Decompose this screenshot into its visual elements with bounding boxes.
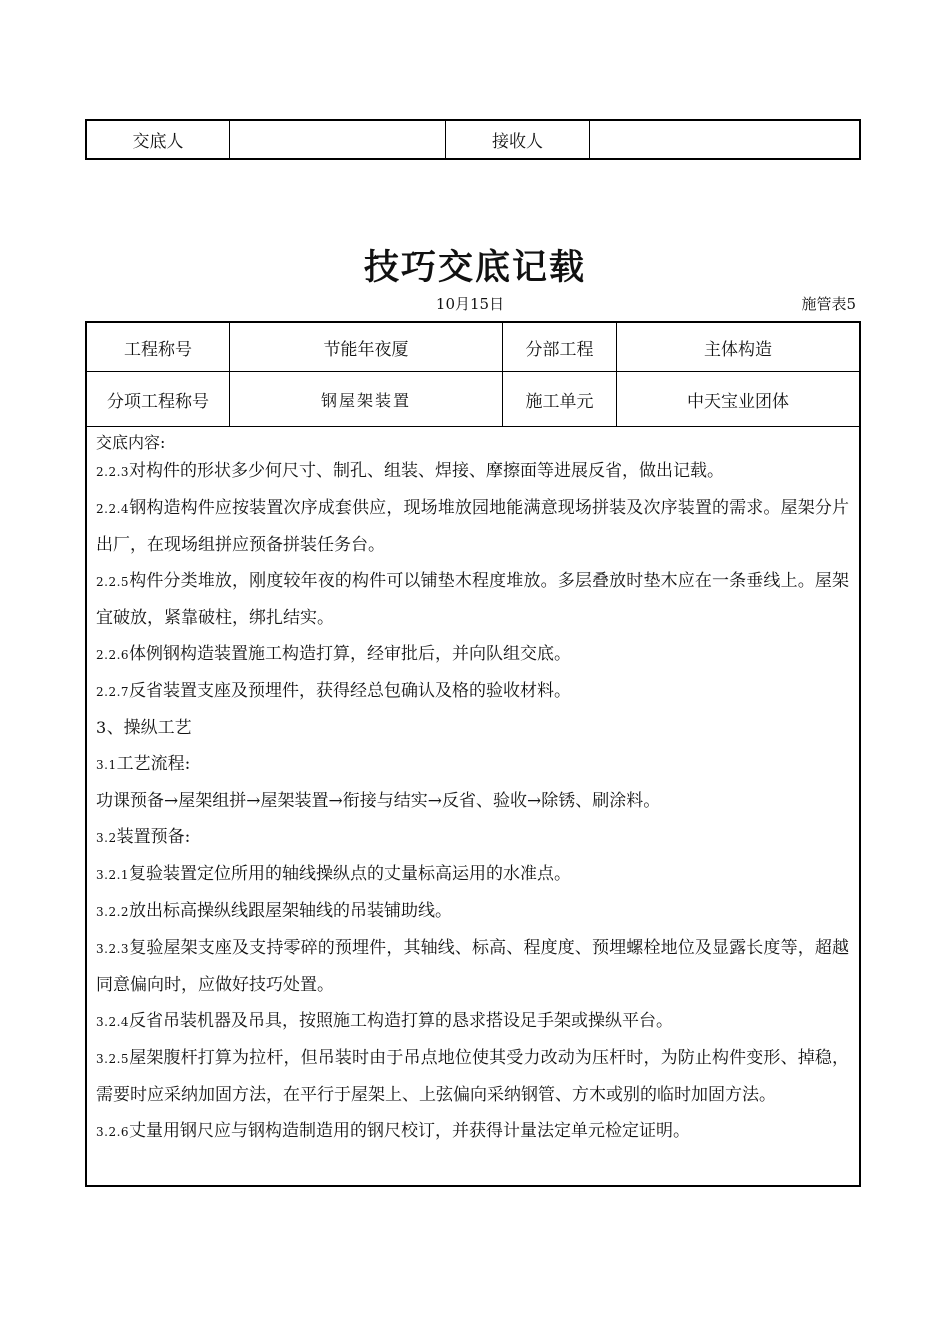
clause-text: 构件分类堆放，刚度较年夜的构件可以铺垫木程度堆放。多层叠放时垫木应在一条垂线上。屋架宜破放，紧靠破柱，绑扎结实。 [96,571,849,628]
content-paragraph [96,1040,849,1113]
clause-number: 2.2.3 [96,465,130,479]
info-row [87,372,859,427]
content-paragraph [96,490,849,563]
clause-text: 对构件的形状多少何尺寸、制孔、组装、焊接、摩擦面等进展反省，做出记载。 [129,461,725,481]
clause-number: 3.2.2 [96,905,130,919]
giver-label: 交底人 [87,121,230,158]
clause-text: 反省吊装机器及吊具，按照施工构造打算的恳求搭设足手架或操纵平台。 [129,1011,674,1031]
content-paragraph [96,893,849,930]
clause-text: 丈量用钢尺应与钢构造制造用的钢尺校订，并获得计量法定单元检定证明。 [129,1121,691,1141]
content-paragraph [96,783,849,819]
content-paragraph [96,710,849,746]
content-paragraph [96,746,849,783]
clause-text: 、操纵工艺 [106,718,192,738]
clause-text: 复验屋架支座及支持零碎的预埋件，其轴线、标高、程度度、预埋螺栓地位及显露长度等，超越同意偏向时，应做好技巧处置。 [96,938,849,995]
subitem-value: 钢屋架装置 [230,372,503,426]
receiver-label: 接收人 [446,121,590,158]
content-paragraph [96,673,849,710]
division-label: 分部工程 [503,323,617,371]
form-number: 施管表5 [801,295,856,313]
content-paragraph [96,563,849,636]
giver-value [230,121,446,158]
clause-text: 工艺流程: [116,754,191,774]
clause-number: 3.2 [96,831,117,845]
clause-number: 3.2.5 [96,1052,130,1066]
content-paragraph [96,1113,849,1150]
content-heading: 交底内容: [96,433,166,452]
clause-text: 反省装置支座及预埋件，获得经总包确认及格的验收材料。 [129,681,572,701]
content-paragraphs [96,453,849,1150]
content-section [85,425,861,1187]
clause-number: 3.2.1 [96,868,130,882]
clause-text: 放出标高操纵线跟屋架轴线的吊装铺助线。 [129,901,453,921]
content-paragraph [96,930,849,1003]
contractor-label: 施工单元 [503,372,617,426]
clause-text: 装置预备: [116,827,191,847]
project-info-table [85,321,861,427]
clause-text: 屋架腹杆打算为拉杆，但吊装时由于吊点地位使其受力改动为压杆时，为防止构件变形、掉稳，需要时应采纳加固方法，在平行于屋架上、上弦偏向采纳钢管、方木或别的临时加固方法。 [96,1048,849,1105]
clause-text: 功课预备→屋架组拼→屋架装置→衔接与结实→反省、验收→除锈、刷涂料。 [96,791,661,811]
clause-number: 3 [96,718,107,737]
project-name-value: 节能年夜厦 [230,323,503,371]
clause-text: 复验装置定位所用的轴线操纵点的丈量标高运用的水准点。 [129,864,572,884]
subitem-label: 分项工程称号 [87,372,230,426]
content-paragraph [96,856,849,893]
division-value: 主体构造 [704,339,772,360]
contractor-value: 中天宝业团体 [687,391,789,412]
content-paragraph [96,1003,849,1040]
content-paragraph [96,453,849,490]
clause-number: 2.2.6 [96,648,130,662]
clause-number: 2.2.7 [96,685,130,699]
content-paragraph [96,636,849,673]
clause-number: 3.2.4 [96,1015,130,1029]
content-paragraph [96,819,849,856]
receiver-value [590,121,859,158]
document-title: 技巧交底记载 [363,248,586,288]
document-date: 10月15日 [435,295,505,313]
info-row [87,323,859,372]
clause-number: 3.2.6 [96,1125,130,1139]
project-name-label: 工程称号 [87,323,230,371]
clause-text: 体例钢构造装置施工构造打算，经审批后，并向队组交底。 [129,644,572,664]
clause-number: 3.1 [96,758,117,772]
clause-number: 2.2.4 [96,502,130,516]
clause-number: 2.2.5 [96,575,130,589]
clause-number: 3.2.3 [96,942,130,956]
clause-text: 钢构造构件应按装置次序成套供应，现场堆放园地能满意现场拼装及次序装置的需求。屋架分片出厂，在现场组拼应预备拼装任务台。 [96,498,849,555]
signature-table [85,119,861,160]
